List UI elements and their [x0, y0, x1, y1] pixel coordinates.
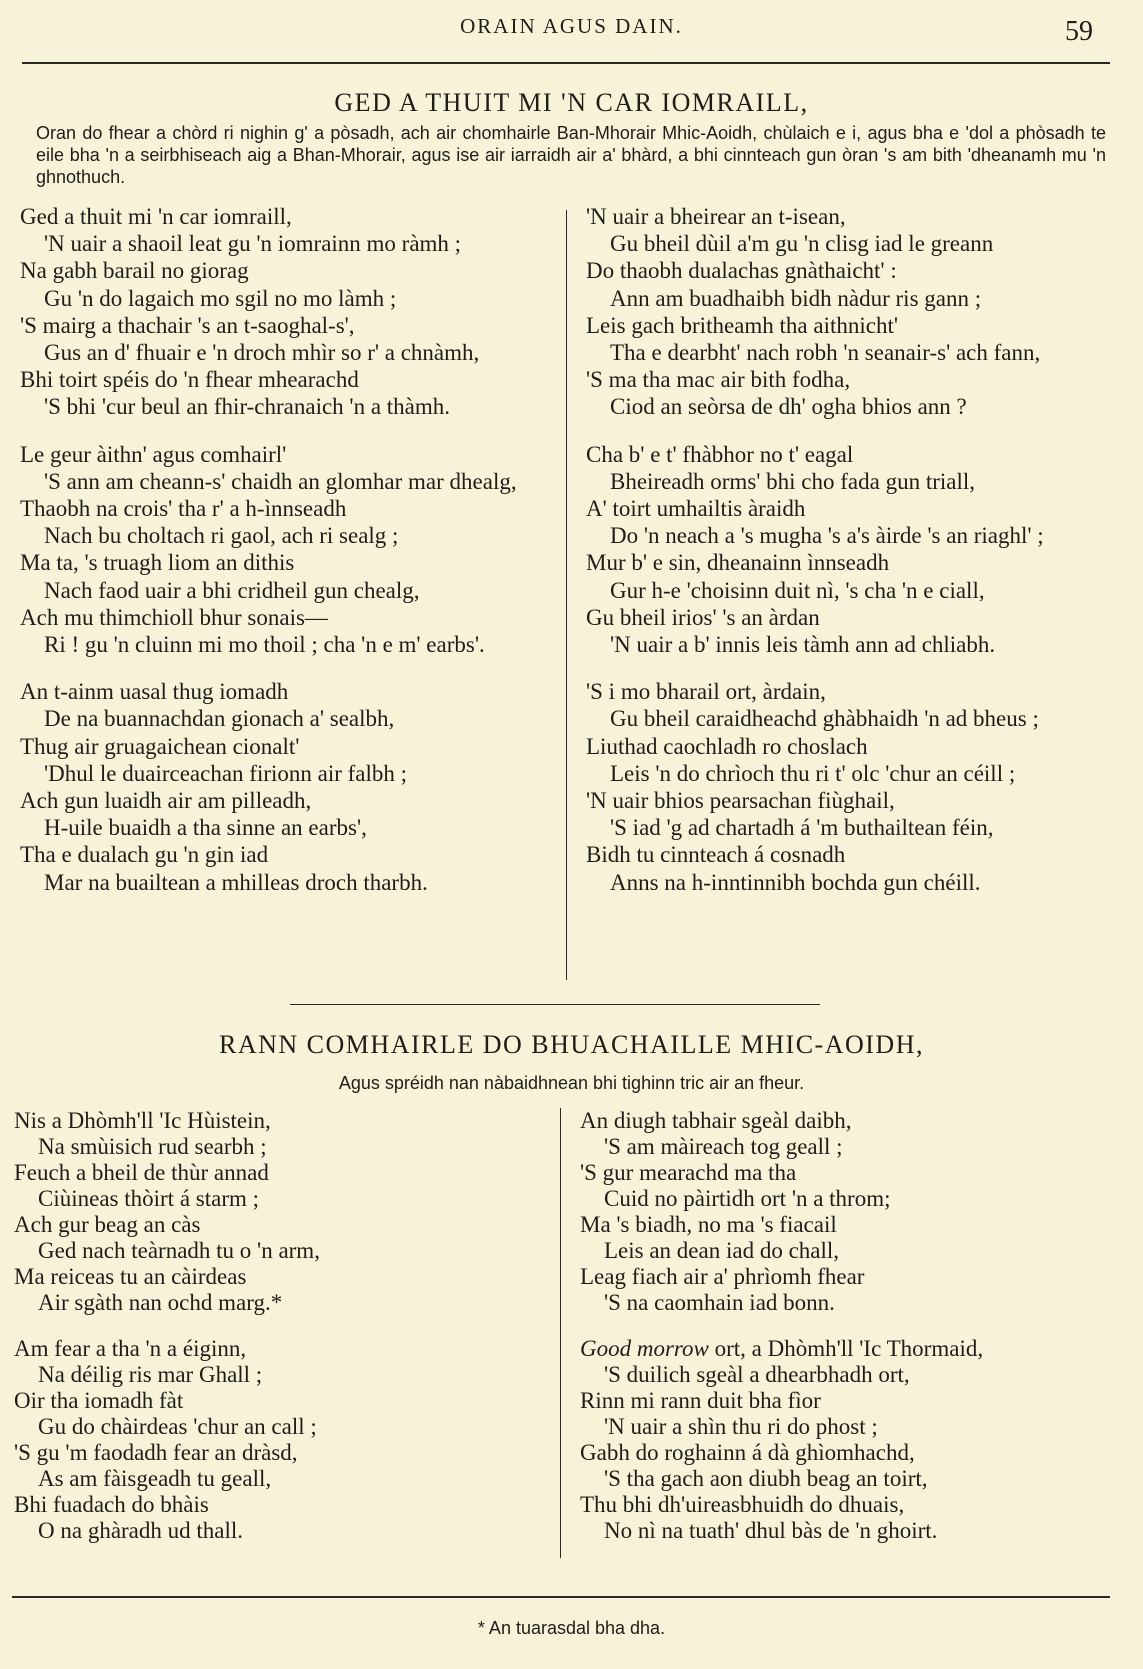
verse-line: Bhi toirt spéis do 'n fhear mhearachd: [20, 367, 359, 393]
verse-line: Gu bheil irios' 's an àrdan: [586, 604, 820, 630]
verse-line: As am fàisgeadh tu geall,: [38, 1466, 272, 1491]
poem1-right-column: [586, 203, 1126, 916]
verse-line: No nì na tuath' dhul bàs de 'n ghoirt.: [604, 1518, 938, 1543]
verse-line: Gur h-e 'choisinn duit nì, 's cha 'n e ciall,: [610, 577, 985, 603]
verse-line: Ri ! gu 'n cluinn mi mo thoil ; cha 'n e m' earbs'.: [44, 632, 485, 658]
verse-line: Thu bhi dh'uireasbhuidh do dhuais,: [580, 1492, 905, 1517]
verse-line: 'S mairg a thachair 's an t-saoghal-s',: [20, 312, 355, 338]
stanza: [580, 1108, 1120, 1316]
footer-rule: [12, 1596, 1110, 1598]
verse-line: 'S duilich sgeàl a dhearbhadh ort,: [604, 1362, 910, 1387]
stanza: [14, 1336, 534, 1544]
verse-line: Gabh do roghainn á dà ghìomhachd,: [580, 1440, 915, 1465]
verse-line: Anns na h-inntinnibh bochda gun chéill.: [610, 869, 981, 895]
stanza: [20, 441, 560, 659]
verse-line: Ach mu thimchioll bhur sonais—: [20, 604, 328, 630]
verse-line: Tha e dearbht' nach robh 'n seanair-s' ach fann,: [610, 340, 1041, 366]
poem2-subtitle: Agus spréidh nan nàbaidhnean bhi tighinn tric air an fheur.: [338, 1073, 805, 1093]
stanza: [580, 1336, 1120, 1544]
verse-line: 'Dhul le duairceachan firionn air falbh ;: [44, 760, 408, 786]
verse-line: 'S na caomhain iad bonn.: [604, 1290, 835, 1315]
poem2-left-column: [14, 1108, 534, 1564]
verse-line: Air sgàth nan ochd marg.*: [38, 1290, 283, 1315]
verse-line: Na gabh barail no giorag: [20, 258, 249, 284]
verse-line: Le geur àithn' agus comhairl': [20, 441, 287, 467]
verse-line: Ma 's biadh, no ma 's fiacail: [580, 1212, 837, 1237]
verse-line: Ciùineas thòirt á starm ;: [38, 1186, 260, 1211]
verse-line: Bhi fuadach do bhàis: [14, 1492, 209, 1517]
verse-line: Ma reiceas tu an càirdeas: [14, 1264, 247, 1289]
verse-line: O na ghàradh ud thall.: [38, 1518, 244, 1543]
poem2-title: RANN COMHAIRLE DO BHUACHAILLE MHIC-AOIDH,: [219, 1030, 924, 1059]
column-divider: [566, 210, 567, 980]
footnote: * An tuarasdal bha dha.: [477, 1618, 666, 1638]
verse-line: Leis 'n do chrìoch thu ri t' olc 'chur an céill ;: [610, 760, 1016, 786]
verse-line: 'S ma tha mac air bith fodha,: [586, 367, 851, 393]
verse-line: 'N uair a bheirear an t-isean,: [586, 204, 846, 229]
stanza: [586, 441, 1126, 659]
header-rule: [22, 62, 1110, 64]
verse-line: H-uile buaidh a tha sinne an earbs',: [44, 815, 367, 841]
verse-line: Nis a Dhòmh'll 'Ic Hùistein,: [14, 1108, 271, 1133]
verse-line: Oir tha iomadh fàt: [14, 1388, 184, 1413]
verse-line: Am fear a tha 'n a éiginn,: [14, 1336, 247, 1361]
verse-line: 'S ann am cheann-s' chaidh an glomhar mar dhealg,: [44, 468, 517, 494]
verse-line: Cha b' e t' fhàbhor no t' eagal: [586, 441, 854, 467]
verse-line: Gus an d' fhuair e 'n droch mhìr so r' a chnàmh,: [44, 340, 480, 366]
verse-line: 'S gur mearachd ma tha: [580, 1160, 797, 1185]
verse-line: Ann am buadhaibh bidh nàdur ris gann ;: [610, 285, 982, 311]
verse-line: Cuid no pàirtidh ort 'n a throm;: [604, 1186, 891, 1211]
stanza: [14, 1108, 534, 1316]
verse-line: Leag fiach air a' phrìomh fhear: [580, 1264, 865, 1289]
verse-line: Liuthad caochladh ro choslach: [586, 733, 868, 759]
verse-line: 'S iad 'g ad chartadh á 'm buthailtean féin,: [610, 815, 994, 841]
verse-line: 'N uair a shìn thu ri do phost ;: [604, 1414, 878, 1439]
verse-line: Bidh tu cinnteach á cosnadh: [586, 842, 846, 868]
section-rule: [290, 1004, 820, 1005]
verse-line: Na déilig ris mar Ghall ;: [38, 1362, 263, 1387]
verse-line: Good morrow ort, a Dhòmh'll 'Ic Thormaid,: [580, 1336, 984, 1361]
verse-line: Gu bheil caraidheachd ghàbhaidh 'n ad bheus ;: [610, 706, 1039, 732]
verse-line: 'N uair bhios pearsachan fiùghail,: [586, 788, 895, 814]
verse-line: 'N uair a shaoil leat gu 'n iomrainn mo ràmh ;: [44, 231, 462, 257]
poem1-left-column: [20, 203, 560, 916]
verse-line: Do 'n neach a 's mugha 's a's àirde 's an riaghl' ;: [610, 523, 1044, 549]
verse-line: An t-ainm uasal thug iomadh: [20, 679, 289, 705]
poem1-title: GED A THUIT MI 'N CAR IOMRAILL,: [334, 88, 809, 117]
verse-line: Ma ta, 's truagh liom an dithis: [20, 550, 295, 576]
verse-line: 'S i mo bharail ort, àrdain,: [586, 679, 826, 705]
verse-line: Nach bu choltach ri gaol, ach ri sealg ;: [44, 523, 399, 549]
verse-line: An diugh tabhair sgeàl daibh,: [580, 1108, 852, 1133]
verse-line: 'N uair a b' innis leis tàmh ann ad chliabh.: [610, 632, 996, 658]
stanza: [20, 678, 560, 896]
stanza: [586, 203, 1126, 421]
verse-line: De na buannachdan gionach a' sealbh,: [44, 706, 395, 732]
stanza: [20, 203, 560, 421]
verse-line: Gu 'n do lagaich mo sgil no mo làmh ;: [44, 285, 397, 311]
poem2-right-column: [580, 1108, 1120, 1564]
verse-line: Mar na buailtean a mhilleas droch tharbh.: [44, 869, 428, 895]
verse-line: Bheireadh orms' bhi cho fada gun triall,: [610, 468, 976, 494]
verse-line: Nach faod uair a bhi cridheil gun chealg,: [44, 577, 420, 603]
verse-line: Ach gur beag an càs: [14, 1212, 201, 1237]
verse-line: Thug air gruagaichean cionalt': [20, 733, 300, 759]
verse-line: Na smùisich rud searbh ;: [38, 1134, 267, 1159]
column-divider: [560, 1108, 561, 1558]
verse-line: 'S gu 'm faodadh fear an dràsd,: [14, 1440, 298, 1465]
verse-line: Ged a thuit mi 'n car iomraill,: [20, 204, 292, 229]
stanza: [586, 678, 1126, 896]
verse-line: Ach gun luaidh air am pilleadh,: [20, 788, 312, 814]
verse-line: Feuch a bheil de thùr annad: [14, 1160, 269, 1185]
verse-line: 'S am màireach tog geall ;: [604, 1134, 843, 1159]
verse-line: Mur b' e sin, dheanainn ìnnseadh: [586, 550, 890, 576]
verse-line: Ged nach teàrnadh tu o 'n arm,: [38, 1238, 320, 1263]
verse-line: Thaobh na crois' tha r' a h-ìnnseadh: [20, 496, 347, 522]
verse-line: 'S tha gach aon diubh beag an toirt,: [604, 1466, 928, 1491]
page-number: 59: [1065, 16, 1093, 47]
verse-line: A' toirt umhailtis àraidh: [586, 496, 806, 522]
verse-line: Rinn mi rann duit bha fìor: [580, 1388, 821, 1413]
verse-line: Leis gach britheamh tha aithnicht': [586, 312, 898, 338]
poem1-intro: Oran do fhear a chòrd ri nighin g' a pòsadh, ach air chomhairle Ban-Mhorair Mhic-Aoidh, chùlaich e i, agus bha e 'dol a phòsadh te eile bha 'n a seirbhiseach aig a Bhan-Mhorair, agus ise air iarraidh air a' bhàrd, a bhi cinnteach gun òran 's am bith 'dheanamh mu 'n ghnothuch.: [36, 123, 1106, 187]
verse-line: Tha e dualach gu 'n gin iad: [20, 842, 269, 868]
verse-line: 'S bhi 'cur beul an fhir-chranaich 'n a thàmh.: [44, 394, 451, 420]
verse-line: Gu bheil dùil a'm gu 'n clisg iad le greann: [610, 231, 994, 257]
verse-line: Do thaobh dualachas gnàthaicht' :: [586, 258, 897, 284]
running-head: ORAIN AGUS DAIN.: [460, 14, 683, 38]
verse-line: Ciod an seòrsa de dh' ogha bhios ann ?: [610, 394, 967, 420]
verse-line: Leis an dean iad do chall,: [604, 1238, 840, 1263]
verse-line: Gu do chàirdeas 'chur an call ;: [38, 1414, 317, 1439]
